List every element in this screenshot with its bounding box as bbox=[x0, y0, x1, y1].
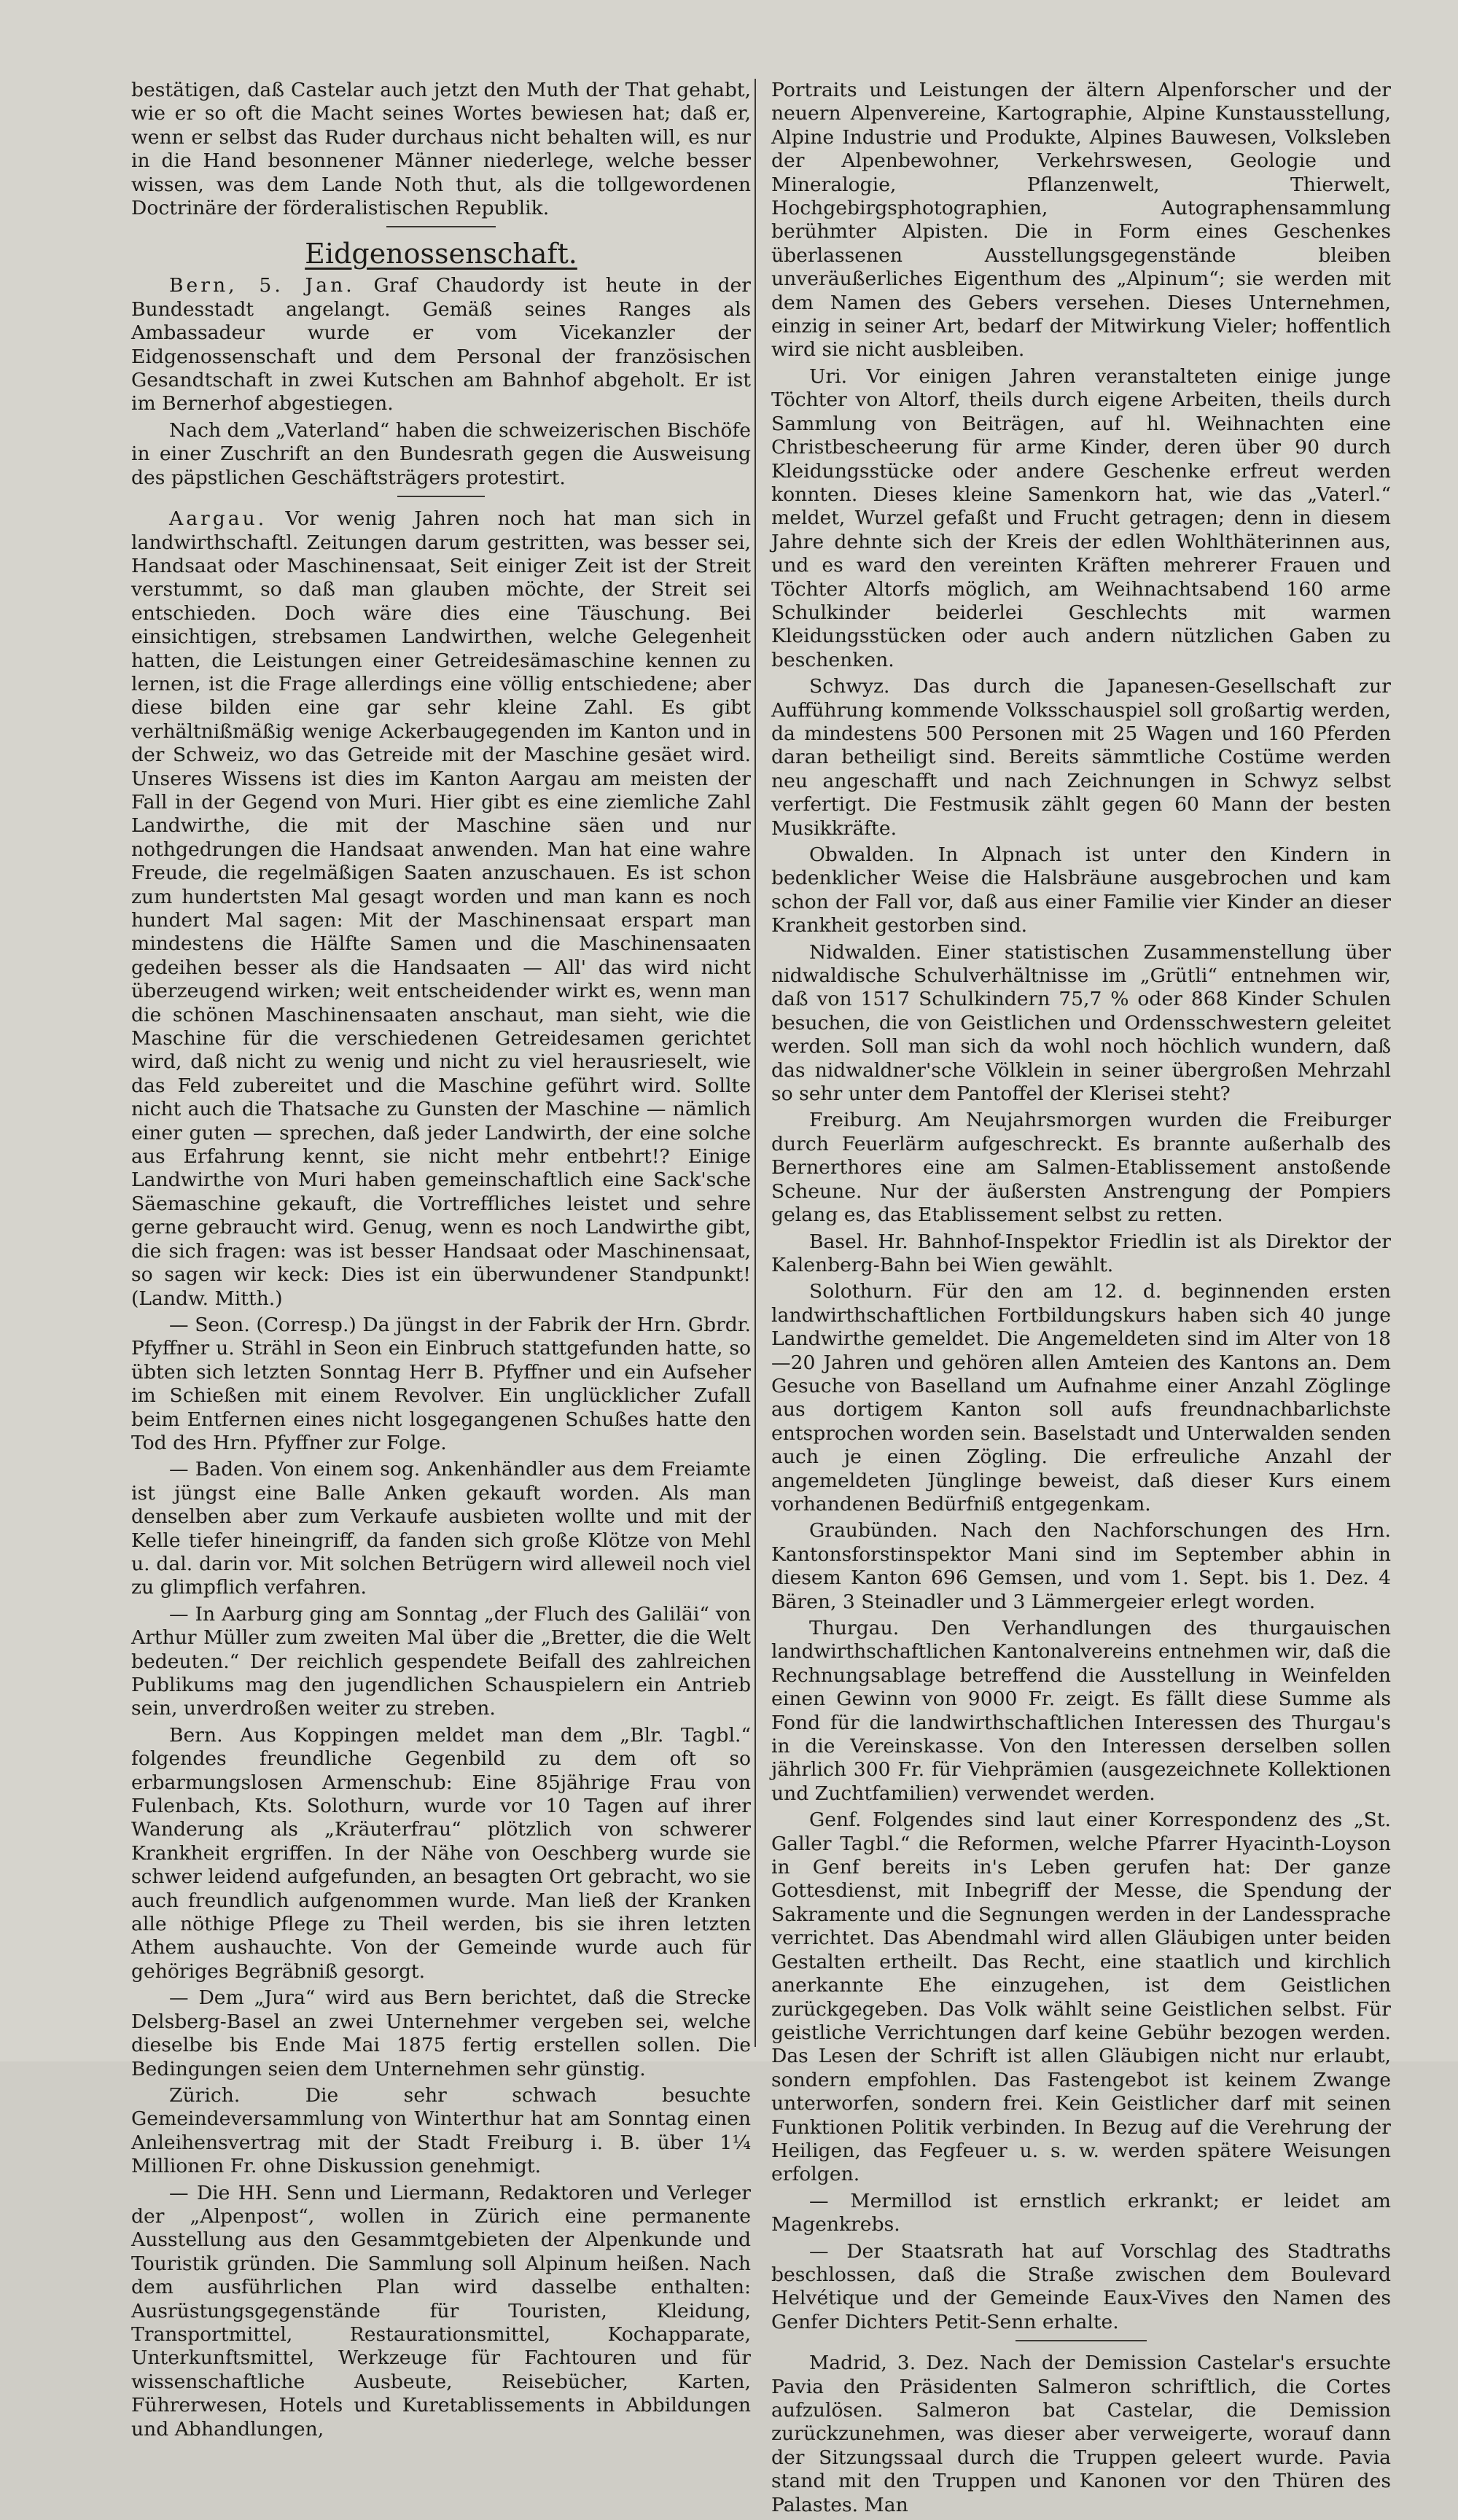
article-nidwalden: Nidwalden. Einer statistischen Zusammenstellung über nidwaldische Schulverhältnisse im „Grütli“ entnehmen wir, daß von 1517 Schulkindern 75,7 % oder 868 Kinder Schulen besuchen, die von Geistlichen und Ordensschwestern geleitet werden. Soll man sich da wohl noch höchlich wundern, daß das nidwaldner'sche Völklein in seiner übergroßen Mehrzahl so sehr unter dem Pantoffel der Klerisei steht? bbox=[771, 940, 1391, 1106]
article-graubuenden: Graubünden. Nach den Nachforschungen des Hrn. Kantonsforstinspektor Mani sind im September abhin in diesem Kanton 696 Gemsen, und vom 1. Sept. bis 1. Dez. 4 Bären, 3 Steinadler und 3 Lämmergeier erlegt worden. bbox=[771, 1519, 1391, 1613]
article-aargau-text: Vor wenig Jahren noch hat man sich in landwirthschaftl. Zeitungen darum gestritten, was besser sei, Handsaat oder Maschinensaat, Seit einiger Zeit ist der Streit verstummt, so daß man glauben möchte, der Streit sei entschieden. Doch wäre dies eine Täuschung. Bei einsichtigen, strebsamen Landwirthen, welche Gelegenheit hatten, die Leistungen einer Getreidesämaschine kennen zu lernen, ist die Frage allerdings eine völlig entschiedene; aber diese bilden eine gar sehr kleine Zahl. Es gibt verhältnißmäßig wenige Ackerbaugegenden im Kanton und in der Schweiz, wo das Getreide mit der Maschine gesäet wird. Unseres Wissens ist dies im Kanton Aargau am meisten der Fall in der Gegend von Muri. Hier gibt es eine ziemliche Zahl Landwirthe, die mit der Maschine säen und nur nothgedrungen die Handsaat anwenden. Man hat eine wahre Freude, die regelmäßigen Saaten anzuschauen. Es ist schon zum hundertsten Mal gesagt worden und man kann es noch hundert Mal sagen: Mit der Maschinensaat erspart man mindestens die Hälfte Samen und die Maschinensaaten gedeihen besser als die Handsaaten — All' das wird nicht überzeugend wirken; weit entscheidender wirkt es, wenn man die schönen Maschinensaaten anschaut, man sieht, wie die Maschine für die verschiedenen Getreidesamen gerichtet wird, daß nicht zu wenig und nicht zu viel herausrieselt, wie das Feld zubereitet und die Maschine geführt wird. Sollte nicht auch die Thatsache zu Gunsten der Maschine — nämlich einer guten — sprechen, daß jeder Landwirth, der eine solche aus Erfahrung kennt, sie nicht mehr entbehrt!? Einige Landwirthe von Muri haben gemeinschaftlich eine Sack'sche Säemaschine gekauft, die Vortreffliches leistet und sehre gerne gebraucht wird. Genug, wenn es noch Landwirthe gibt, die sich fragen: was ist besser Handsaat oder Maschinensaat, so sagen wir keck: Dies ist ein überwundener Standpunkt! (Landw. Mitth.) bbox=[131, 507, 751, 1310]
article-baden: — Baden. Von einem sog. Ankenhändler aus dem Freiamte ist jüngst eine Balle Anken gekauft worden. Als man denselben aber zum Verkaufe ausbieten wollte und mit der Kelle tiefer hineingriff, da fanden sich große Klötze von Mehl u. dal. darin vor. Mit solchen Betrügern wird alleweil noch viel zu glimpflich verfahren. bbox=[131, 1458, 751, 1599]
article-seon: — Seon. (Corresp.) Da jüngst in der Fabrik der Hrn. Gbrdr. Pfyffner u. Strähl in Seon ein Einbruch stattgefunden hatte, so übten sich letzten Sonntag Herr B. Pfyffner und ein Aufseher im Schießen mit einem Revolver. Ein unglücklicher Zufall beim Entfernen eines nicht losgegangenen Schußes hatte den Tod des Hrn. Pfyffner zur Folge. bbox=[131, 1313, 751, 1454]
article-divider bbox=[397, 496, 485, 497]
article-alpinum-continued: Portraits und Leistungen der ältern Alpenforscher und der neuern Alpenvereine, Kartographie, Alpine Kunstausstellung, Alpine Industrie und Produkte, Alpines Bauwesen, Volksleben der Alpenbewohner, Verkehrswesen, Geologie und Mineralogie, Pflanzenwelt, Thierwelt, Hochgebirgsphotographien, Autographensammlung berühmter Alpisten. Die in Form eines Geschenkes überlassenen Ausstellungsgegenstände bleiben unveräußerliches Eigenthum des „Alpinum“; sie werden mit dem Namen des Gebers versehen. Dieses Unternehmen, einzig in seiner Art, bedarf der Mitwirkung Vieler; hoffentlich wird sie nicht ausbleiben. bbox=[771, 79, 1391, 362]
place-bern: Bern, 5. Jan. bbox=[169, 274, 355, 297]
article-madrid: Madrid, 3. Dez. Nach der Demission Castelar's ersuchte Pavia den Präsidenten Salmeron schriftlich, die Cortes aufzulösen. Salmeron bat Castelar, die Demission zurückzunehmen, was dieser aber verweigerte, worauf dann der Sitzungssaal durch die Truppen geleert wurde. Pavia stand mit den Truppen und Kanonen vor den Thüren des Palastes. Man bbox=[771, 2352, 1391, 2516]
article-alpinum: — Die HH. Senn und Liermann, Redaktoren und Verleger der „Alpenpost“, wollen in Zürich eine permanente Ausstellung aus den Gesammtgebieten der Alpenkunde und Touristik gründen. Die Sammlung soll Alpinum heißen. Nach dem ausführlichen Plan wird dasselbe enthalten: Ausrüstungsgegenstände für Touristen, Kleidung, Transportmittel, Restaurationsmittel, Kochapparate, Unterkunftsmittel, Werkzeuge für Fachtouren und für wissenschaftliche Ausbeute, Reisebücher, Karten, Führerwesen, Hotels und Kuretablissements in Abbildungen und Abhandlungen, bbox=[131, 2181, 751, 2441]
left-column bbox=[131, 79, 751, 2444]
article-mermillod: — Mermillod ist ernstlich erkrankt; er leidet am Magenkrebs. bbox=[771, 2189, 1391, 2236]
article-aargau bbox=[131, 507, 751, 1311]
article-genf: Genf. Folgendes sind laut einer Korrespondenz des „St. Galler Tagbl.“ die Reformen, welche Pfarrer Hyacinth-Loyson in Genf bereits in's Leben gerufen hat: Der ganze Gottesdienst, mit Inbegriff der Messe, die Spendung der Sakramente und die Segnungen werden in der Landessprache verrichtet. Das Abendmahl wird allen Gläubigen unter beiden Gestalten ertheilt. Das Recht, eine staatlich und kirchlich anerkannte Ehe einzugehen, ist dem Geistlichen zurückgegeben. Das Volk wählt seine Geistlichen selbst. Für geistliche Verrichtungen darf keine Gebühr bezogen werden. Das Lesen der Schrift ist allen Gläubigen nicht nur erlaubt, sondern empfohlen. Das Fastengebot ist keinem Zwange unterworfen, sondern frei. Kein Geistlicher darf mit seinen Funktionen Politik verbinden. In Bezug auf die Verehrung der Heiligen, das Fegfeuer u. s. w. werden spätere Weisungen erfolgen. bbox=[771, 1809, 1391, 2186]
article-zuerich: Zürich. Die sehr schwach besuchte Gemeindeversammlung von Winterthur hat am Sonntag einen Anleihensvertrag mit der Stadt Freiburg i. B. über 1¼ Millionen Fr. ohne Diskussion genehmigt. bbox=[131, 2083, 751, 2178]
article-bern-armenschub: Bern. Aus Koppingen meldet man dem „Blr. Tagbl.“ folgendes freundliche Gegenbild zu dem oft so erbarmungslosen Armenschub: Eine 85jährige Frau von Fulenbach, Kts. Solothurn, wurde vor 10 Tagen auf ihrer Wanderung als „Kräuterfrau“ plötzlich von schwerer Krankheit ergriffen. In der Nähe von Oeschberg wurde sie schwer leidend aufgefunden, an besagten Ort gebracht, wo sie auch freundlich aufgenommen wurde. Man ließ der Kranken alle nöthige Pflege zu Theil werden, bis sie ihren letzten Athem aushauchte. Von der Gemeinde wurde auch für gehöriges Begräbniß gesorgt. bbox=[131, 1723, 751, 1983]
column-rule bbox=[755, 79, 756, 2047]
section-divider bbox=[386, 226, 496, 227]
article-solothurn: Solothurn. Für den am 12. d. beginnenden ersten landwirthschaftlichen Fortbildungskurs haben sich 40 junge Landwirthe gemeldet. Die Angemeldeten sind im Alter von 18—20 Jahren und gehören allen Amteien des Kantons an. Dem Gesuche von Baselland um Aufnahme einer Anzahl Zöglinge aus dortigem Kanton soll aufs freundnachbarlichste entsprochen worden sein. Baselstadt und Unterwalden senden auch je einen Zögling. Die erfreuliche Anzahl der angemeldeten Jünglinge beweist, daß dieser Kurs einem vorhandenen Bedürfniß entgegenkam. bbox=[771, 1280, 1391, 1515]
article-bern-chaudordy-text: Graf Chaudordy ist heute in der Bundesstadt angelangt. Gemäß seines Ranges als Ambassadeur wurde er vom Vicekanzler der Eidgenossenschaft und dem Personal der französischen Gesandtschaft in zwei Kutschen am Bahnhof abgeholt. Er ist im Bernerhof abgestiegen. bbox=[131, 274, 751, 416]
article-jura: — Dem „Jura“ wird aus Bern berichtet, daß die Strecke Delsberg-Basel an zwei Unternehmer vergeben sei, welche dieselbe bis Ende Mai 1875 fertig erstellen sollen. Die Bedingungen seien dem Unternehmen sehr günstig. bbox=[131, 1986, 751, 2080]
section-heading-eidgenossenschaft: Eidgenossenschaft. bbox=[305, 238, 577, 270]
right-column bbox=[771, 79, 1391, 2520]
section-divider-madrid bbox=[1015, 2340, 1147, 2341]
article-freiburg: Freiburg. Am Neujahrsmorgen wurden die Freiburger durch Feuerlärm aufgeschreckt. Es brannte außerhalb des Bernerthores eine am Salmen-Etablissement anstoßende Scheune. Nur der äußersten Anstrengung der Pompiers gelang es, das Etablissement selbst zu retten. bbox=[771, 1109, 1391, 1227]
article-schwyz: Schwyz. Das durch die Japanesen-Gesellschaft zur Aufführung kommende Volksschauspiel soll großartig werden, da mindestens 500 Personen mit 25 Wagen und 160 Pferden daran betheiligt sind. Bereits sämmtliche Costüme werden neu angeschafft und nach Zeichnungen in Schwyz selbst verfertigt. Die Festmusik zählt gegen 60 Mann der besten Musikkräfte. bbox=[771, 675, 1391, 840]
article-thurgau: Thurgau. Den Verhandlungen des thurgauischen landwirthschaftlichen Kantonalvereins entnehmen wir, daß die Rechnungsablage betreffend die Ausstellung in Weinfelden einen Gewinn von 9000 Fr. zeigt. Es fällt diese Summe als Fond für die landwirthschaftlichen Interessen des Thurgau's in die Vereinskasse. Von den Interessen derselben sollen jährlich 300 Fr. für Viehprämien (ausgezeichnete Kollektionen und Zuchtfamilien) verwendet werden. bbox=[771, 1617, 1391, 1805]
article-bischoefe: Nach dem „Vaterland“ haben die schweizerischen Bischöfe in einer Zuschrift an den Bundesrath gegen die Ausweisung des päpstlichen Geschäftsträgers protestirt. bbox=[131, 418, 751, 489]
castelar-continuation: bestätigen, daß Castelar auch jetzt den Muth der That gehabt, wie er so oft die Macht seines Wortes bewiesen hat; daß er, wenn er selbst das Ruder durchaus nicht behalten will, es nur in die Hand besonnener Männer niederlege, welche besser wissen, was dem Lande Noth thut, als die tollgewordenen Doctrinäre der förderalistischen Republik. bbox=[131, 79, 751, 220]
article-staatsrath: — Der Staatsrath hat auf Vorschlag des Stadtraths beschlossen, daß die Straße zwischen dem Boulevard Helvétique und der Gemeinde Eaux-Vives den Namen des Genfer Dichters Petit-Senn erhalte. bbox=[771, 2239, 1391, 2333]
article-bern-chaudordy bbox=[131, 274, 751, 416]
place-aargau: Aargau. bbox=[169, 507, 268, 531]
article-obwalden: Obwalden. In Alpnach ist unter den Kindern in bedenklicher Weise die Halsbräune ausgebrochen und kam schon der Fall vor, daß aus einer Familie vier Kinder an dieser Krankheit gestorben sind. bbox=[771, 843, 1391, 937]
article-aarburg: — In Aarburg ging am Sonntag „der Fluch des Galiläi“ von Arthur Müller zum zweiten Mal über die „Bretter, die die Welt bedeuten.“ Der reichlich gespendete Beifall des zahlreichen Publikums mag den jugendlichen Schauspielern ein Antrieb sein, unverdroßen weiter zu streben. bbox=[131, 1602, 751, 1720]
article-basel: Basel. Hr. Bahnhof-Inspektor Friedlin ist als Direktor der Kalenberg-Bahn bei Wien gewählt. bbox=[771, 1230, 1391, 1276]
article-uri: Uri. Vor einigen Jahren veranstalteten einige junge Töchter von Altorf, theils durch eigene Arbeiten, theils durch Sammlung von Beiträgen, auf hl. Weihnachten eine Christbescheerung für arme Kinder, deren über 90 durch Kleidungsstücke oder andere Geschenke erfreut werden konnten. Dieses kleine Samenkorn hat, wie das „Vaterl.“ meldet, Wurzel gefaßt und Frucht getragen; denn in diesem Jahre dehnte sich der Kreis der edlen Wohlthäterinnen aus, und es ward den vereinten Kräften mehrerer Frauen und Töchter Altorfs möglich, am Weihnachtsabend 160 arme Schulkinder beiderlei Geschlechts mit warmen Kleidungsstücken oder auch andern nützlichen Gaben zu beschenken. bbox=[771, 364, 1391, 671]
